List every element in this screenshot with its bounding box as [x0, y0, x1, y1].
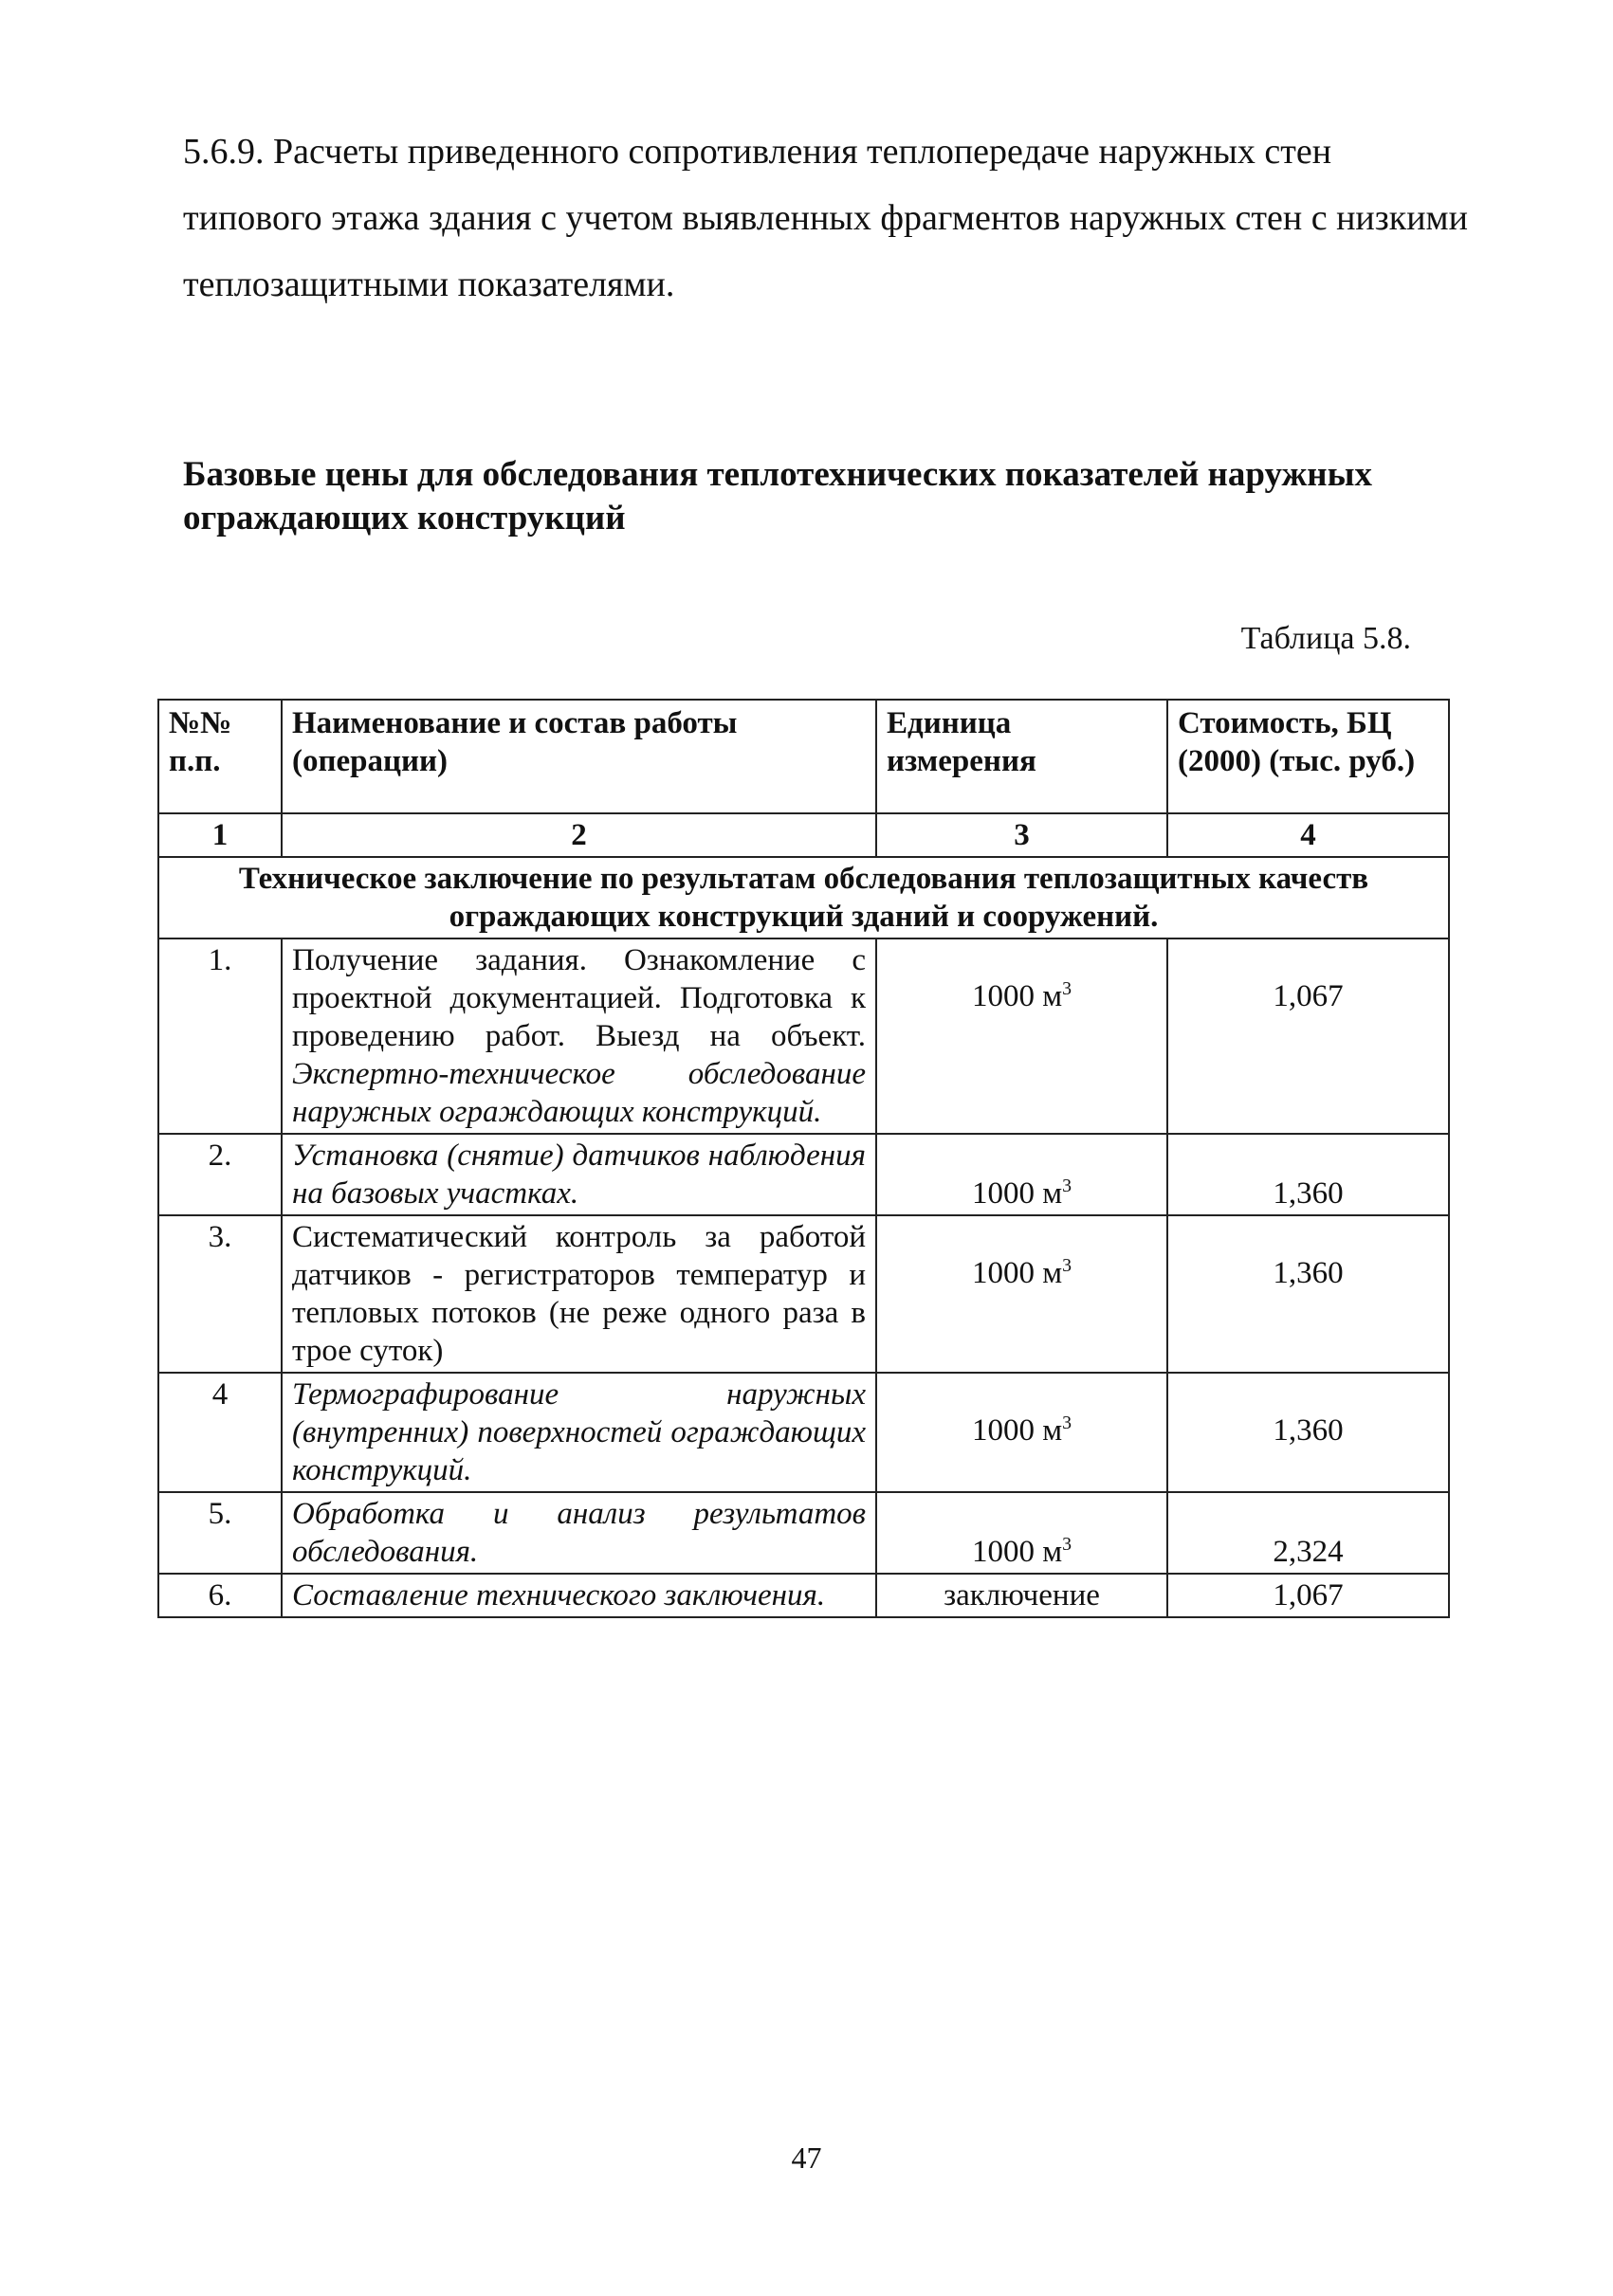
header-work-name: Наименование и состав работы (операции): [282, 700, 876, 813]
row-number: 2.: [158, 1134, 282, 1215]
section-title: Техническое заключение по результатам обследования теплозащитных качеств ограждающих конструкций зданий и сооружений.: [158, 857, 1449, 938]
row-number: 3.: [158, 1215, 282, 1373]
price-table: [157, 699, 1450, 1618]
row-description: Установка (снятие) датчиков наблюдения на базовых участках.: [282, 1134, 876, 1215]
row-price: 2,324: [1167, 1492, 1449, 1574]
row-number: 6.: [158, 1574, 282, 1617]
row-description: Составление технического заключения.: [282, 1574, 876, 1617]
row-unit: заключение: [876, 1574, 1167, 1617]
row-price: 1,360: [1167, 1215, 1449, 1373]
column-number: 2: [282, 813, 876, 857]
table-row: [158, 938, 1449, 1134]
table-row: [158, 1215, 1449, 1373]
page-number: 47: [791, 2141, 822, 2175]
row-unit: 1000 $м^3$: [876, 938, 1167, 1134]
column-number: 4: [1167, 813, 1449, 857]
table-section-row: [158, 857, 1449, 938]
row-description: Обработка и анализ результатов обследования.: [282, 1492, 876, 1574]
table-caption: Таблица 5.8.: [1240, 621, 1411, 656]
row-unit: 1000 $м^3$: [876, 1373, 1167, 1492]
row-unit: 1000 $м^3$: [876, 1215, 1167, 1373]
row-unit: 1000 $м^3$: [876, 1492, 1167, 1574]
section-heading: Базовые цены для обследования теплотехнических показателей наружных ограждающих конструкций: [183, 455, 1372, 538]
column-number: 3: [876, 813, 1167, 857]
table-row: [158, 1492, 1449, 1574]
row-text-italic: Экспертно-техническое обследование наружных ограждающих конструкций.: [292, 1057, 866, 1129]
row-number: 4: [158, 1373, 282, 1492]
table-row: [158, 1373, 1449, 1492]
row-description: Систематический контроль за работой датчиков - регистраторов температур и тепловых потоков (не реже одного раза в трое суток): [282, 1215, 876, 1373]
table-header-row: [158, 700, 1449, 813]
row-price: 1,067: [1167, 938, 1449, 1134]
row-number: 5.: [158, 1492, 282, 1574]
row-price: 1,360: [1167, 1373, 1449, 1492]
header-cost: Стоимость, БЦ (2000) (тыс. руб.): [1167, 700, 1449, 813]
row-price: 1,067: [1167, 1574, 1449, 1617]
row-number: 1.: [158, 938, 282, 1134]
column-number-row: [158, 813, 1449, 857]
table-row: [158, 1134, 1449, 1215]
row-text: Получение задания. Ознакомление с проектной документацией. Подготовка к проведению работ. Выезд на объект.: [292, 943, 866, 1053]
column-number: 1: [158, 813, 282, 857]
row-unit: 1000 $м^3$: [876, 1134, 1167, 1215]
header-unit: Единица измерения: [876, 700, 1167, 813]
intro-paragraph: 5.6.9. Расчеты приведенного сопротивления теплопередаче наружных стен типового этажа здания с учетом выявленных фрагментов наружных стен с низкими теплозащитными показателями.: [183, 132, 1468, 304]
header-number: №№ п.п.: [158, 700, 282, 813]
row-price: 1,360: [1167, 1134, 1449, 1215]
table-row: [158, 1574, 1449, 1617]
row-description: [282, 938, 876, 1134]
row-description: Термографирование наружных (внутренних) поверхностей ограждающих конструкций.: [282, 1373, 876, 1492]
